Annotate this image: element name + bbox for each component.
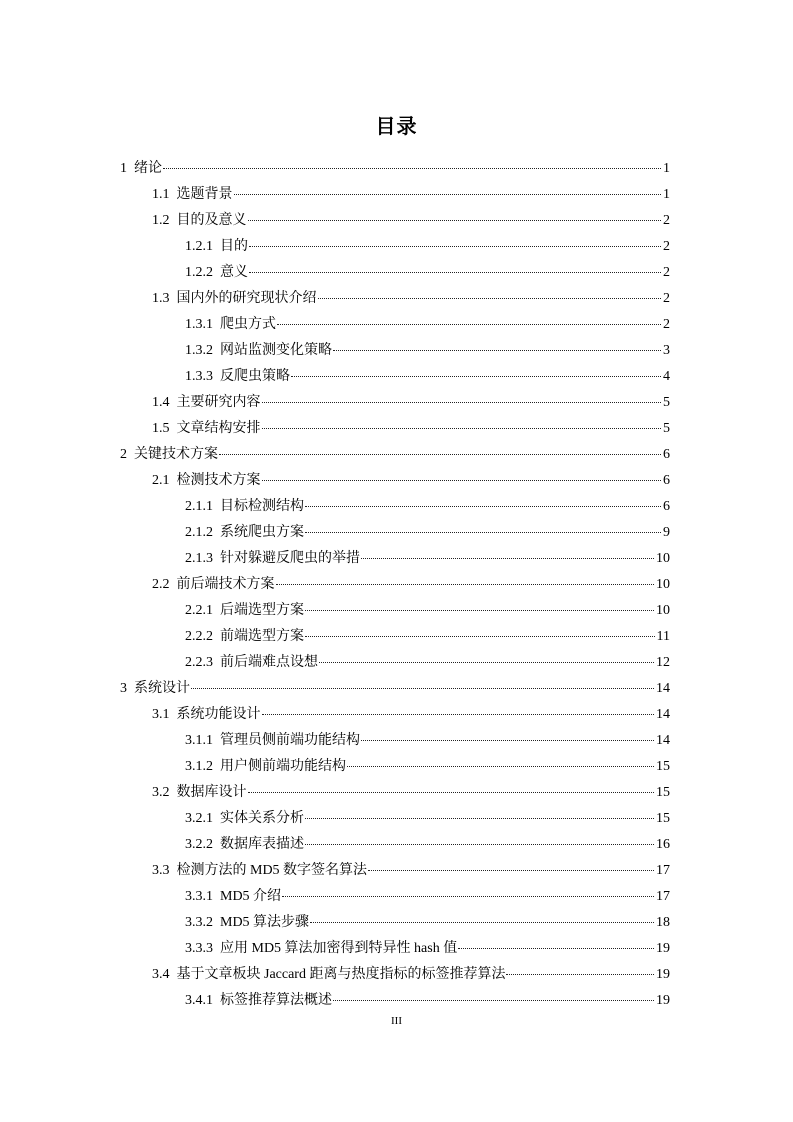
- dot-leader: [361, 739, 654, 741]
- toc-entry-2-1-1[interactable]: [185, 494, 670, 520]
- dot-leader: [506, 973, 654, 975]
- toc-entry-title: 基于文章板块 Jaccard 距离与热度指标的标签推荐算法: [176, 967, 506, 982]
- toc-entry-page: 2: [663, 213, 670, 228]
- toc-entry-number: 2.1: [152, 473, 170, 488]
- dot-leader: [291, 375, 661, 377]
- toc-entry-number: 3.2.1: [185, 811, 213, 826]
- toc-entry-number: 1.2.1: [185, 239, 213, 254]
- toc-entry-number: 3.2.2: [185, 837, 213, 852]
- toc-entry-title: 检测技术方案: [176, 473, 261, 488]
- toc-entry-number: 2.1.1: [185, 499, 213, 514]
- toc-entry-page: 10: [656, 577, 670, 592]
- toc-entry-page: 11: [656, 629, 670, 644]
- toc-entry-title: 前端选型方案: [220, 629, 304, 644]
- toc-entry-number: 2.2: [152, 577, 170, 592]
- toc-entry-title: 反爬虫策略: [220, 369, 290, 384]
- toc-entry-title: 实体关系分析: [220, 811, 304, 826]
- toc-entry-1-3[interactable]: [152, 286, 670, 312]
- toc-entry-title: 前后端难点设想: [220, 655, 318, 670]
- toc-entry-title: 目的: [220, 239, 248, 254]
- dot-leader: [262, 479, 662, 481]
- dot-leader: [277, 323, 661, 325]
- dot-leader: [262, 713, 655, 715]
- toc-entry-title: 目的及意义: [176, 213, 247, 228]
- toc-entry-3-2-1[interactable]: [185, 806, 670, 832]
- toc-entry-title: 数据库表描述: [220, 837, 304, 852]
- dot-leader: [262, 401, 662, 403]
- toc-entry-3-2[interactable]: [152, 780, 670, 806]
- toc-entry-1-2-1[interactable]: [185, 234, 670, 260]
- toc-entry-number: 1.3.1: [185, 317, 213, 332]
- toc-entry-number: 1: [120, 161, 127, 176]
- toc-entry-title: 针对躲避反爬虫的举措: [220, 551, 360, 566]
- toc-entry-number: 1.4: [152, 395, 170, 410]
- toc-entry-2-2-3[interactable]: [185, 650, 670, 676]
- toc-entry-title: 标签推荐算法概述: [220, 993, 332, 1008]
- toc-entry-number: 2: [120, 447, 127, 462]
- toc-entry-page: 5: [663, 421, 670, 436]
- toc-entry-number: 1.3.2: [185, 343, 213, 358]
- dot-leader: [163, 167, 661, 169]
- toc-entry-title: 关键技术方案: [134, 447, 218, 462]
- toc-entry-page: 19: [656, 993, 670, 1008]
- toc-entry-number: 1.1: [152, 187, 170, 202]
- toc-entry-page: 10: [656, 603, 670, 618]
- dot-leader: [305, 635, 655, 637]
- toc-entry-title: 检测方法的 MD5 数字签名算法: [176, 863, 368, 878]
- toc-entry-page: 2: [663, 265, 670, 280]
- dot-leader: [305, 843, 654, 845]
- dot-leader: [262, 427, 662, 429]
- toc-entry-3[interactable]: [120, 676, 670, 702]
- toc-entry-3-4[interactable]: [152, 962, 670, 988]
- toc-entry-page: 1: [663, 187, 670, 202]
- toc-entry-2-2[interactable]: [152, 572, 670, 598]
- toc-entry-3-2-2[interactable]: [185, 832, 670, 858]
- dot-leader: [361, 557, 654, 559]
- dot-leader: [248, 219, 662, 221]
- toc-entry-2-1-2[interactable]: [185, 520, 670, 546]
- toc-entry-page: 17: [656, 889, 670, 904]
- toc-entry-number: 3.3.3: [185, 941, 213, 956]
- toc-entry-title: 系统功能设计: [176, 707, 261, 722]
- toc-entry-title: 主要研究内容: [176, 395, 261, 410]
- toc-entry-1-3-3[interactable]: [185, 364, 670, 390]
- toc-entry-2-2-2[interactable]: [185, 624, 670, 650]
- dot-leader: [234, 193, 662, 195]
- toc-entry-title: 选题背景: [176, 187, 233, 202]
- dot-leader: [347, 765, 654, 767]
- page-number: III: [391, 1015, 402, 1027]
- dot-leader: [219, 453, 661, 455]
- toc-entry-3-3-2[interactable]: [185, 910, 670, 936]
- toc-entry-2-2-1[interactable]: [185, 598, 670, 624]
- toc-entry-number: 1.2.2: [185, 265, 213, 280]
- toc-entry-page: 4: [663, 369, 670, 384]
- dot-leader: [249, 245, 661, 247]
- toc-entry-2-1[interactable]: [152, 468, 670, 494]
- toc-entry-page: 2: [663, 317, 670, 332]
- toc-entry-title: MD5 算法步骤: [220, 915, 310, 930]
- toc-entry-page: 14: [656, 733, 670, 748]
- toc-entry-number: 1.2: [152, 213, 170, 228]
- toc-entry-number: 3.1.1: [185, 733, 213, 748]
- toc-entry-1-4[interactable]: [152, 390, 670, 416]
- toc-entry-page: 19: [656, 941, 670, 956]
- toc-entry-1-5[interactable]: [152, 416, 670, 442]
- toc-entry-number: 2.2.1: [185, 603, 213, 618]
- toc-entry-number: 2.1.3: [185, 551, 213, 566]
- toc-entry-3-3-1[interactable]: [185, 884, 670, 910]
- toc-entry-number: 3.3.2: [185, 915, 213, 930]
- dot-leader: [305, 505, 661, 507]
- toc-entry-title: 前后端技术方案: [176, 577, 275, 592]
- toc-entry-number: 1.3.3: [185, 369, 213, 384]
- toc-entry-1[interactable]: [120, 156, 670, 182]
- dot-leader: [305, 531, 661, 533]
- toc-entry-number: 1.5: [152, 421, 170, 436]
- toc-entry-number: 3.1: [152, 707, 170, 722]
- toc-entry-1-3-2[interactable]: [185, 338, 670, 364]
- toc-entry-3-1-1[interactable]: [185, 728, 670, 754]
- toc-entry-page: 14: [656, 681, 670, 696]
- toc-entry-page: 10: [656, 551, 670, 566]
- toc-entry-title: 管理员侧前端功能结构: [220, 733, 360, 748]
- toc-entry-title: 系统爬虫方案: [220, 525, 304, 540]
- toc-entry-page: 16: [656, 837, 670, 852]
- dot-leader: [191, 687, 654, 689]
- toc-entry-page: 2: [663, 291, 670, 306]
- toc-entry-number: 2.2.3: [185, 655, 213, 670]
- toc-entry-title: 后端选型方案: [220, 603, 304, 618]
- toc-entry-title: 绪论: [134, 161, 162, 176]
- toc-entry-1-2[interactable]: [152, 208, 670, 234]
- toc-entry-number: 3.4: [152, 967, 170, 982]
- toc-entry-page: 14: [656, 707, 670, 722]
- toc-entry-page: 9: [663, 525, 670, 540]
- toc-entry-page: 6: [663, 473, 670, 488]
- dot-leader: [248, 791, 655, 793]
- toc-entry-number: 3.3: [152, 863, 170, 878]
- toc-entry-page: 15: [656, 759, 670, 774]
- toc-entry-3-3-3[interactable]: [185, 936, 670, 962]
- toc-entry-page: 5: [663, 395, 670, 410]
- toc-entry-title: 文章结构安排: [176, 421, 261, 436]
- toc-entry-page: 6: [663, 447, 670, 462]
- dot-leader: [276, 583, 655, 585]
- dot-leader: [249, 271, 661, 273]
- toc-entry-number: 3.1.2: [185, 759, 213, 774]
- toc-entry-3-3[interactable]: [152, 858, 670, 884]
- toc-entry-title: 应用 MD5 算法加密得到特异性 hash 值: [220, 941, 458, 956]
- toc-entry-page: 1: [663, 161, 670, 176]
- toc-entry-number: 1.3: [152, 291, 170, 306]
- toc-entry-number: 3.3.1: [185, 889, 213, 904]
- dot-leader: [458, 947, 654, 949]
- dot-leader: [310, 921, 654, 923]
- toc-entry-page: 3: [663, 343, 670, 358]
- toc-entry-2[interactable]: [120, 442, 670, 468]
- toc-entry-title: 系统设计: [134, 681, 190, 696]
- toc-entry-title: 用户侧前端功能结构: [220, 759, 346, 774]
- toc-entry-1-3-1[interactable]: [185, 312, 670, 338]
- dot-leader: [305, 817, 654, 819]
- toc-entry-page: 18: [656, 915, 670, 930]
- toc-entry-1-1[interactable]: [152, 182, 670, 208]
- toc-entry-title: 意义: [220, 265, 248, 280]
- toc-entry-title: 目标检测结构: [220, 499, 304, 514]
- toc-entry-page: 12: [656, 655, 670, 670]
- dot-leader: [282, 895, 654, 897]
- toc-entry-title: 网站监测变化策略: [220, 343, 332, 358]
- toc-entry-number: 3: [120, 681, 127, 696]
- toc-entry-title: MD5 介绍: [220, 889, 282, 904]
- toc-entry-3-4-1[interactable]: [185, 988, 670, 1014]
- dot-leader: [368, 869, 654, 871]
- toc-entry-3-1-2[interactable]: [185, 754, 670, 780]
- toc-entry-number: 3.4.1: [185, 993, 213, 1008]
- toc-title: 目录: [375, 114, 418, 138]
- toc-entry-title: 国内外的研究现状介绍: [176, 291, 317, 306]
- toc-entry-title: 数据库设计: [176, 785, 247, 800]
- toc-entry-title: 爬虫方式: [220, 317, 276, 332]
- toc-entry-3-1[interactable]: [152, 702, 670, 728]
- dot-leader: [305, 609, 654, 611]
- dot-leader: [333, 999, 654, 1001]
- toc-entry-number: 3.2: [152, 785, 170, 800]
- toc-entry-page: 19: [656, 967, 670, 982]
- dot-leader: [319, 661, 654, 663]
- toc-entry-page: 17: [656, 863, 670, 878]
- toc-entry-2-1-3[interactable]: [185, 546, 670, 572]
- toc-entry-number: 2.1.2: [185, 525, 213, 540]
- toc-entry-page: 2: [663, 239, 670, 254]
- dot-leader: [318, 297, 662, 299]
- toc-entry-number: 2.2.2: [185, 629, 213, 644]
- toc-entry-page: 15: [656, 811, 670, 826]
- toc-entry-page: 6: [663, 499, 670, 514]
- toc-entry-1-2-2[interactable]: [185, 260, 670, 286]
- toc-entry-page: 15: [656, 785, 670, 800]
- dot-leader: [333, 349, 661, 351]
